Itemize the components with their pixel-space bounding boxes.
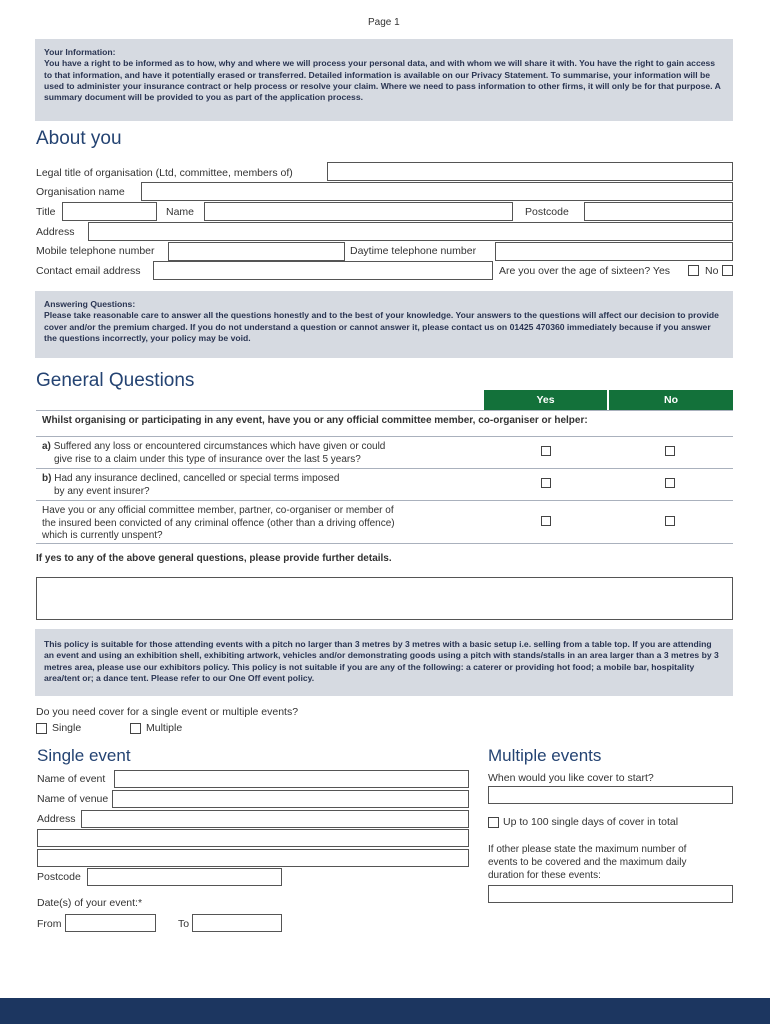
divider (36, 468, 733, 469)
question-b-no-checkbox[interactable] (665, 478, 675, 488)
event-address-input-3[interactable] (37, 849, 469, 867)
further-details-label: If yes to any of the above general questions, please provide further details. (36, 553, 392, 564)
question-c (42, 505, 395, 543)
event-address-input-2[interactable] (37, 829, 469, 847)
multiple-label: Multiple (146, 722, 183, 734)
mobile-label: Mobile telephone number (36, 245, 155, 257)
age-no-label: No (705, 265, 719, 277)
general-questions-intro: Whilst organising or participating in any event, have you or any official committee member, co-organiser or helper: (42, 415, 588, 426)
single-checkbox[interactable] (36, 723, 47, 734)
address-label: Address (36, 226, 75, 238)
date-from-label: From (37, 918, 62, 930)
question-a (42, 441, 385, 466)
age-question-label: Are you over the age of sixteen? Yes (499, 265, 671, 277)
answering-questions-text: Please take reasonable care to answer all the questions honestly and to the best of your knowledge. Your answers to the questions will affect our decision to provide cover and/or the premium charged. If you do not understand a question or cannot answer it, please contact us on 01425 470360 immediately because if you answer the questions incorrectly, your policy may be void. (44, 310, 719, 343)
general-questions-heading: General Questions (36, 370, 195, 391)
postcode-label: Postcode (525, 206, 569, 218)
event-address-label: Address (37, 813, 76, 825)
policy-suitability-notice (35, 629, 733, 696)
answering-questions-title: Answering Questions: (44, 299, 136, 309)
organisation-name-label: Organisation name (36, 186, 125, 198)
question-b-line1: Had any insurance declined, cancelled or special terms imposed (54, 473, 340, 484)
divider (36, 500, 733, 501)
divider (36, 543, 733, 544)
footer-bar (0, 998, 770, 1024)
venue-name-label: Name of venue (37, 793, 109, 805)
page-number: Page 1 (368, 17, 400, 28)
cover-start-label: When would you like cover to start? (488, 772, 654, 784)
divider (36, 436, 733, 437)
multiple-checkbox[interactable] (130, 723, 141, 734)
name-input[interactable] (204, 202, 513, 221)
single-event-heading: Single event (37, 746, 131, 765)
cover-start-input[interactable] (488, 786, 733, 804)
information-notice-title: Your Information: (44, 47, 116, 57)
question-c-line2: the insured been convicted of any criminal offence (other than a driving offence) (42, 517, 395, 529)
information-notice-text: You have a right to be informed as to how, why and where we will process your personal data, and with whom we will share it with. You have the right to gain access to that information, and have it potentially erased or transferred. Detailed information is available on our Privacy Statement. To summarise, your information will be used to administer your insurance contract or help process or resolve your claim. Where we need to pass information to other firms, it will only be for that purpose. A summary document will be provided to you as part of the application process. (44, 58, 721, 103)
event-dates-label: Date(s) of your event:* (37, 897, 143, 909)
question-a-line1: Suffered any loss or encountered circumstances which have given or could (53, 441, 386, 452)
question-a-line2: give rise to a claim under this type of insurance over the last 5 years? (54, 453, 361, 465)
question-b-prefix: b) (42, 473, 52, 484)
cover-question-label: Do you need cover for a single event or multiple events? (36, 706, 299, 718)
address-input[interactable] (88, 222, 733, 241)
event-address-input-1[interactable] (81, 810, 469, 828)
event-name-label: Name of event (37, 773, 106, 785)
venue-name-input[interactable] (112, 790, 469, 808)
policy-suitability-text: This policy is suitable for those attending events with a pitch no larger than 3 metres by 3 metres with a basic setup i.e. selling from a table top. If you are attending an event and using an exhibition shell, exhibiting artwork, vehicles and/or demonstrating goods using a pitch with stands/stalls in an area larger than a 3 metres by 3 metres area, please use our exhibitors policy. This policy is not suitable if you are any of the following: a caterer or providing hot food; a mobile bar, hospitality area/tent or; a dance tent. Please refer to our One Off event policy. (44, 639, 719, 683)
divider (36, 410, 733, 411)
event-postcode-label: Postcode (37, 871, 81, 883)
email-input[interactable] (153, 261, 493, 280)
question-a-prefix: a) (42, 441, 51, 452)
up-to-100-days-checkbox[interactable] (488, 817, 499, 828)
age-yes-checkbox[interactable] (688, 265, 699, 276)
date-to-label: To (178, 918, 190, 930)
max-events-label: If other please state the maximum number of events to be covered and the maximum daily duration for these events: (488, 844, 687, 881)
max-events-input[interactable] (488, 885, 733, 903)
email-label: Contact email address (36, 265, 141, 277)
question-a-no-checkbox[interactable] (665, 446, 675, 456)
about-you-heading: About you (36, 128, 122, 149)
postcode-input[interactable] (584, 202, 733, 221)
multiple-events-heading: Multiple events (488, 746, 602, 765)
question-c-no-checkbox[interactable] (665, 516, 675, 526)
date-from-input[interactable] (65, 914, 156, 932)
question-c-line3: which is currently unspent? (42, 530, 163, 541)
daytime-input[interactable] (495, 242, 733, 261)
question-a-yes-checkbox[interactable] (541, 446, 551, 456)
legal-title-label: Legal title of organisation (Ltd, committee, members of) (36, 167, 293, 179)
title-label: Title (36, 206, 56, 218)
name-label: Name (166, 206, 195, 218)
question-c-line1: Have you or any official committee member, partner, co-organiser or member of (42, 505, 394, 516)
date-to-input[interactable] (192, 914, 282, 932)
event-postcode-input[interactable] (87, 868, 282, 886)
question-b-yes-checkbox[interactable] (541, 478, 551, 488)
title-input[interactable] (62, 202, 157, 221)
up-to-100-days-label: Up to 100 single days of cover in total (503, 816, 679, 828)
question-c-yes-checkbox[interactable] (541, 516, 551, 526)
event-name-input[interactable] (114, 770, 469, 788)
information-notice (35, 39, 733, 121)
daytime-label: Daytime telephone number (350, 245, 477, 257)
no-column-header: No (609, 390, 733, 410)
single-label: Single (52, 722, 82, 734)
age-no-checkbox[interactable] (722, 265, 733, 276)
organisation-name-input[interactable] (141, 182, 733, 201)
yes-column-header: Yes (484, 390, 607, 410)
mobile-input[interactable] (168, 242, 345, 261)
question-b (42, 473, 339, 498)
further-details-textarea[interactable] (36, 577, 733, 620)
legal-title-input[interactable] (327, 162, 733, 181)
answering-questions-notice (35, 291, 733, 358)
question-b-line2: by any event insurer? (54, 485, 150, 497)
